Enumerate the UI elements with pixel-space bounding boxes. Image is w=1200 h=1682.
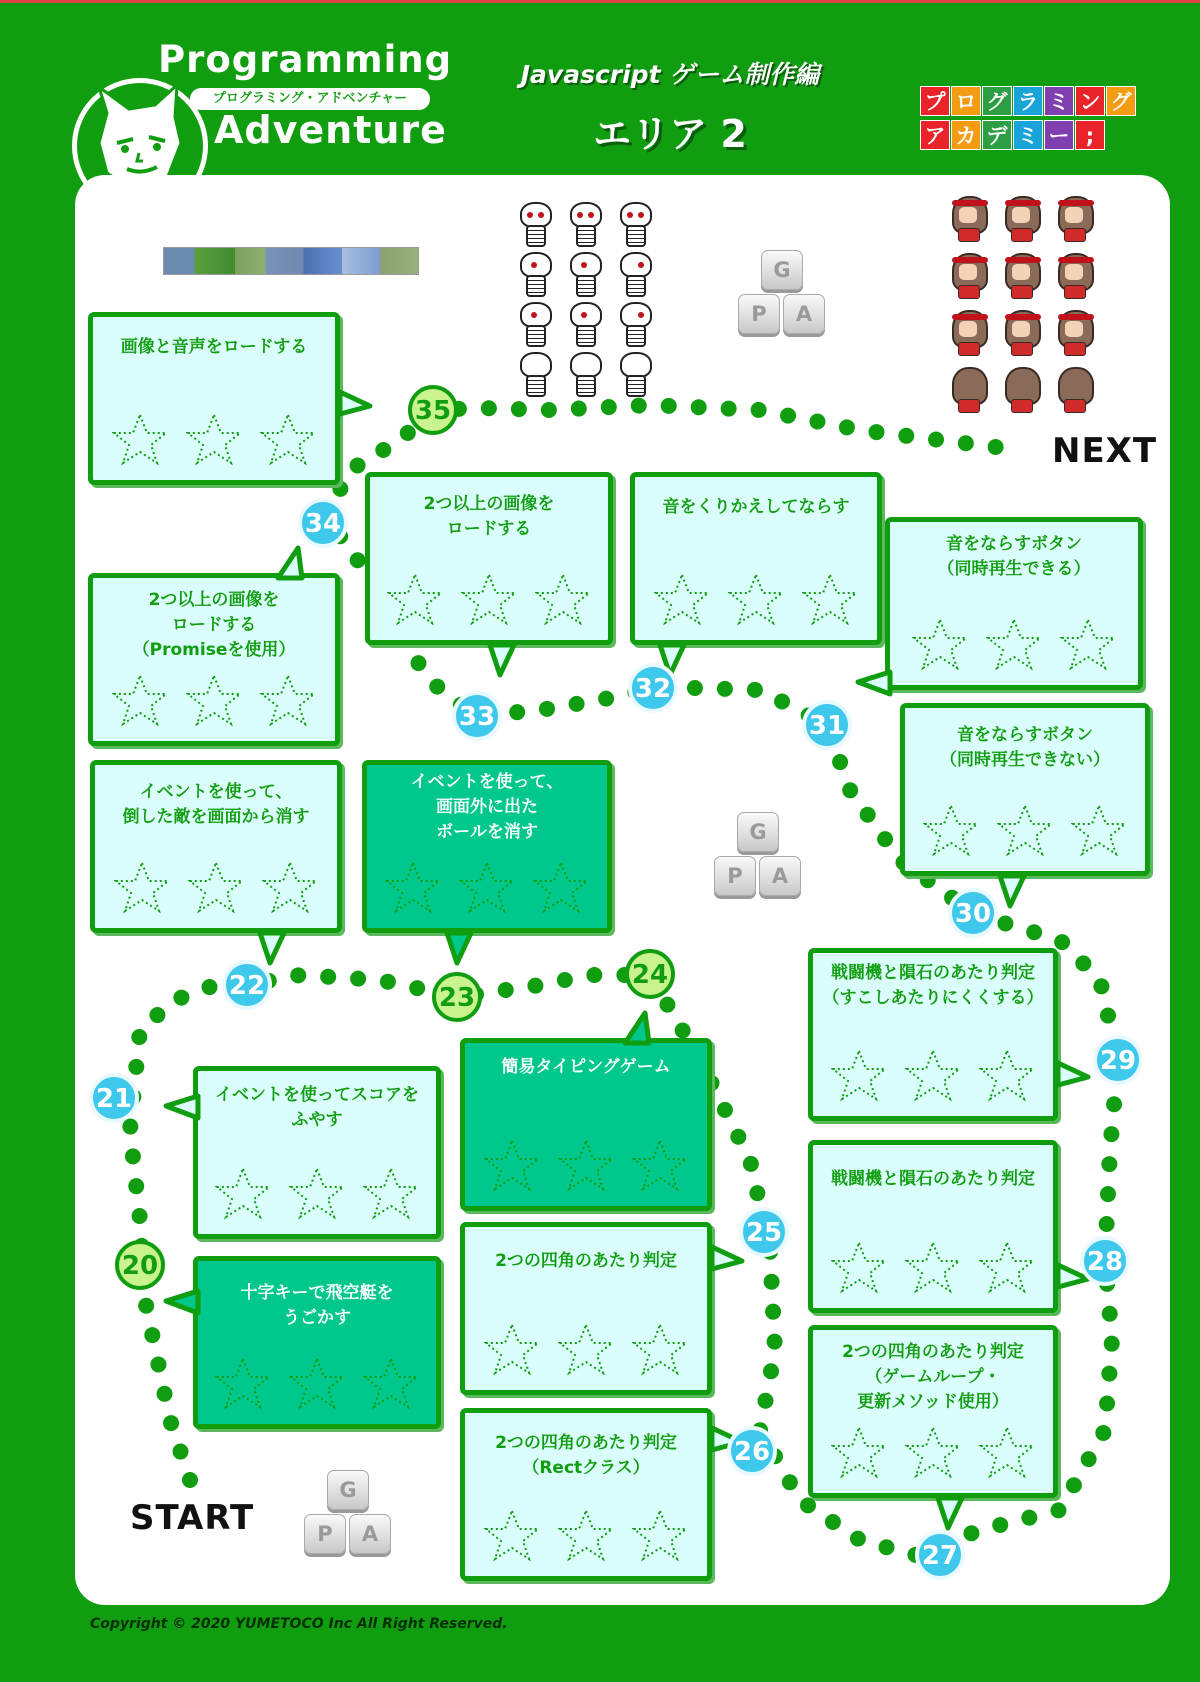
route-dot (380, 974, 396, 990)
route-dot (767, 1334, 783, 1350)
route-dot (877, 831, 893, 847)
route-dot (721, 401, 737, 417)
route-dot (411, 655, 427, 671)
rating-star-icon (260, 412, 316, 466)
skeleton-sprite (514, 250, 554, 296)
stage-star-rating (813, 1240, 1053, 1298)
route-dot (1101, 1156, 1117, 1172)
route-dot (601, 399, 617, 415)
stage-stop-23[interactable]: 23 (432, 972, 482, 1022)
stage-stop-20[interactable]: 20 (115, 1240, 165, 1290)
rating-star-icon (1071, 803, 1127, 857)
stage-stop-26[interactable]: 26 (727, 1426, 777, 1476)
rating-star-icon (387, 572, 443, 626)
stage-card-29[interactable] (808, 948, 1058, 1121)
stage-star-rating (465, 1508, 707, 1566)
route-dot (757, 1393, 773, 1409)
character-sprite (948, 251, 988, 297)
stage-title: 2つの四角のあたり判定 （Rectクラス） (495, 1433, 677, 1478)
rating-star-icon (215, 1166, 271, 1220)
route-dot (631, 398, 647, 414)
route-dot (429, 679, 445, 695)
stage-title: 音をならすボタン （同時再生できる） (937, 534, 1091, 579)
route-dot (498, 982, 514, 998)
stage-card-24[interactable] (460, 1038, 712, 1211)
stage-card-34[interactable] (88, 573, 340, 746)
copyright-text: Copyright © 2020 YUMETOCO Inc All Right Reserved. (90, 1616, 508, 1632)
rating-star-icon (461, 572, 517, 626)
stage-card-25[interactable] (460, 1222, 712, 1395)
stage-title: 音をならすボタン （同時再生できない） (940, 725, 1110, 770)
stage-star-rating (813, 1425, 1053, 1483)
academy-letter-tile: グ (1106, 86, 1136, 116)
stage-card-31[interactable] (885, 517, 1143, 690)
route-dot (1081, 1451, 1097, 1467)
route-dot (1100, 1008, 1116, 1024)
rating-star-icon (459, 860, 515, 914)
rating-star-icon (289, 1356, 345, 1410)
g-key-icon: G (737, 812, 779, 852)
stage-card-30[interactable] (900, 703, 1150, 876)
skeleton-sprite (564, 300, 604, 346)
stage-star-rating (635, 572, 877, 630)
route-dot (869, 424, 885, 440)
rating-star-icon (632, 1138, 688, 1192)
skeleton-sprite (614, 250, 654, 296)
stage-star-rating (370, 572, 608, 630)
route-dot (842, 782, 858, 798)
route-dot (1101, 1366, 1117, 1382)
rating-star-icon (802, 572, 858, 626)
rating-star-icon (188, 860, 244, 914)
route-dot (350, 457, 366, 473)
route-dot (173, 1444, 189, 1460)
p-key-icon: P (714, 856, 756, 896)
academy-letter-tile: ン (1075, 86, 1105, 116)
rating-star-icon (979, 1425, 1035, 1479)
route-dot (409, 980, 425, 996)
route-dot (1050, 1502, 1066, 1518)
stage-title: 2つの四角のあたり判定 (495, 1251, 677, 1271)
character-sprite (1054, 194, 1094, 240)
route-dot (539, 701, 555, 717)
route-dot (569, 696, 585, 712)
rating-star-icon (905, 1240, 961, 1294)
route-dot (774, 694, 790, 710)
skeleton-sprite (564, 250, 604, 296)
academy-letter-tile: ア (920, 120, 950, 150)
route-dot (782, 1474, 798, 1490)
route-dot (375, 442, 391, 458)
skeleton-sprite (514, 300, 554, 346)
route-dot (128, 1178, 144, 1194)
route-dot (350, 971, 366, 987)
route-dot (481, 400, 497, 416)
route-dot (1095, 1425, 1111, 1441)
stage-card-33[interactable] (365, 472, 613, 645)
character-sprite (948, 365, 988, 411)
route-dot (598, 691, 614, 707)
rating-star-icon (654, 572, 710, 626)
route-dot (541, 402, 557, 418)
stage-title: 2つの四角のあたり判定 （ゲームループ・ 更新メソッド使用） (842, 1342, 1024, 1412)
route-dot (763, 1363, 779, 1379)
rating-star-icon (484, 1322, 540, 1376)
stage-title: 音をくりかえしてならす (662, 497, 850, 517)
route-dot (860, 807, 876, 823)
route-dot (527, 978, 543, 994)
route-dot (586, 967, 602, 983)
route-dot (509, 704, 525, 720)
stage-stop-25[interactable]: 25 (739, 1207, 789, 1257)
rating-star-icon (533, 860, 589, 914)
route-dot (1066, 1477, 1082, 1493)
rating-star-icon (363, 1166, 419, 1220)
route-dot (659, 997, 675, 1013)
route-dot (182, 1472, 198, 1488)
route-dot (717, 681, 733, 697)
route-dot (1093, 978, 1109, 994)
stage-star-rating (95, 860, 337, 918)
route-dot (557, 972, 573, 988)
academy-letter-tile: カ (951, 120, 981, 150)
rating-star-icon (260, 673, 316, 727)
route-dot (958, 435, 974, 451)
rating-star-icon (558, 1322, 614, 1376)
stage-star-rating (198, 1166, 436, 1224)
route-dot (751, 402, 767, 418)
rating-star-icon (923, 803, 979, 857)
route-dot (780, 408, 796, 424)
route-dot (138, 1298, 154, 1314)
a-key-icon: A (783, 294, 825, 334)
stage-star-rating (93, 673, 335, 731)
route-dot (1054, 934, 1070, 950)
rating-star-icon (112, 673, 168, 727)
rating-star-icon (997, 803, 1053, 857)
route-dot (988, 439, 1004, 455)
route-dot (1103, 1126, 1119, 1142)
route-dot (764, 1274, 780, 1290)
stage-title: 画像と音声をロードする (120, 337, 308, 357)
stage-star-rating (813, 1048, 1053, 1106)
route-dot (149, 1007, 165, 1023)
route-dot (1075, 955, 1091, 971)
rating-star-icon (831, 1425, 887, 1479)
skeleton-sprite (514, 200, 554, 246)
skeleton-sprite (614, 350, 654, 396)
stage-stop-24[interactable]: 24 (625, 949, 675, 999)
stage-stop-30[interactable]: 30 (948, 888, 998, 938)
stage-card-28[interactable] (808, 1140, 1058, 1313)
rating-star-icon (186, 412, 242, 466)
academy-letter-tile: ラ (1013, 86, 1043, 116)
route-dot (747, 682, 763, 698)
rating-star-icon (632, 1508, 688, 1562)
route-dot (144, 1327, 160, 1343)
stage-title: 2つ以上の画像を ロードする （Promiseを使用） (132, 590, 296, 660)
start-label: START (130, 1498, 255, 1538)
route-dot (675, 1022, 691, 1038)
rating-star-icon (289, 1166, 345, 1220)
skeleton-sprite (614, 200, 654, 246)
route-dot (1021, 1510, 1037, 1526)
stage-card-26[interactable] (460, 1408, 712, 1581)
route-dot (691, 399, 707, 415)
rating-star-icon (215, 1356, 271, 1410)
academy-letter-tile: ; (1075, 120, 1105, 150)
map-tileset-image (163, 247, 419, 275)
stage-card-22[interactable] (90, 760, 342, 933)
stage-stop-21[interactable]: 21 (89, 1073, 139, 1123)
route-dot (825, 1514, 841, 1530)
route-dot (173, 990, 189, 1006)
rating-star-icon (905, 1425, 961, 1479)
area-title: エリア 2 (593, 112, 747, 156)
character-sprite (1001, 365, 1041, 411)
character-sprite (948, 194, 988, 240)
character-sprite (1001, 194, 1041, 240)
route-dot (1099, 1216, 1115, 1232)
route-dot (157, 1386, 173, 1402)
gpa-keys-icon (714, 812, 804, 902)
p-key-icon: P (304, 1514, 346, 1554)
stage-stop-35[interactable]: 35 (408, 385, 458, 435)
route-dot (400, 425, 416, 441)
rating-star-icon (186, 673, 242, 727)
stage-stop-29[interactable]: 29 (1093, 1035, 1143, 1085)
stage-card-23[interactable] (362, 760, 612, 933)
route-dot (511, 401, 527, 417)
route-dot (898, 428, 914, 444)
character-sprite (948, 308, 988, 354)
rating-star-icon (535, 572, 591, 626)
logo-title-programming: Programming (158, 38, 453, 81)
rating-star-icon (363, 1356, 419, 1410)
stage-title: 十字キーで飛空艇を うごかす (240, 1283, 394, 1328)
route-dot (202, 979, 218, 995)
stage-card-21[interactable] (193, 1066, 441, 1239)
rating-star-icon (632, 1322, 688, 1376)
rating-star-icon (912, 617, 968, 671)
stage-card-35[interactable] (88, 312, 340, 485)
route-dot (1104, 1336, 1120, 1352)
rating-star-icon (728, 572, 784, 626)
character-sprite (1054, 365, 1094, 411)
rating-star-icon (1060, 617, 1116, 671)
stage-title: 簡易タイピングゲーム (501, 1057, 671, 1077)
route-dot (131, 1029, 147, 1045)
stage-title: イベントを使ってスコアを ふやす (215, 1085, 419, 1130)
route-dot (850, 1531, 866, 1547)
gpa-keys-icon (304, 1470, 394, 1560)
route-dot (832, 754, 848, 770)
stage-star-rating (198, 1356, 436, 1414)
academy-letter-tile: プ (920, 86, 950, 116)
skeleton-sprite (614, 300, 654, 346)
route-dot (122, 1119, 138, 1135)
route-dot (132, 1208, 148, 1224)
stage-title: イベントを使って、 倒した敵を画面から消す (122, 782, 310, 827)
rating-star-icon (558, 1138, 614, 1192)
route-dot (809, 413, 825, 429)
g-key-icon: G (761, 250, 803, 290)
stage-star-rating (465, 1138, 707, 1196)
course-subtitle: Javascript ゲーム制作編 (520, 60, 820, 89)
route-dot (879, 1539, 895, 1555)
stage-star-rating (890, 617, 1138, 675)
rating-star-icon (986, 617, 1042, 671)
stage-stop-33[interactable]: 33 (452, 691, 502, 741)
rating-star-icon (114, 860, 170, 914)
stage-star-rating (905, 803, 1145, 861)
logo-subtitle-kana: プログラミング・アドベンチャー (190, 88, 430, 110)
character-sprite (1054, 251, 1094, 297)
stage-star-rating (465, 1322, 707, 1380)
academy-letter-tile: ミ (1013, 120, 1043, 150)
route-dot (730, 1129, 746, 1145)
gpa-keys-icon (738, 250, 828, 340)
route-dot (150, 1356, 166, 1372)
stage-title: 戦闘機と隕石のあたり判定 （すこしあたりにくくする） (822, 963, 1044, 1008)
route-dot (749, 1185, 765, 1201)
rating-star-icon (112, 412, 168, 466)
route-dot (765, 1304, 781, 1320)
rating-star-icon (262, 860, 318, 914)
route-dot (320, 969, 336, 985)
stage-card-20[interactable] (193, 1256, 441, 1429)
rating-star-icon (484, 1508, 540, 1562)
stage-title: 戦闘機と隕石のあたり判定 (831, 1169, 1035, 1189)
g-key-icon: G (327, 1470, 369, 1510)
stage-stop-28[interactable]: 28 (1080, 1236, 1130, 1286)
stage-stop-31[interactable]: 31 (802, 700, 852, 750)
rating-star-icon (558, 1508, 614, 1562)
academy-letter-tile: グ (982, 86, 1012, 116)
rating-star-icon (831, 1240, 887, 1294)
a-key-icon: A (349, 1514, 391, 1554)
rating-star-icon (979, 1240, 1035, 1294)
character-sprite (1054, 308, 1094, 354)
p-key-icon: P (738, 294, 780, 334)
route-dot (128, 1059, 144, 1075)
route-dot (571, 401, 587, 417)
route-dot (717, 1102, 733, 1118)
route-dot (163, 1415, 179, 1431)
rating-star-icon (905, 1048, 961, 1102)
route-dot (743, 1156, 759, 1172)
route-dot (1099, 1395, 1115, 1411)
stage-stop-22[interactable]: 22 (222, 960, 272, 1010)
stage-title: イベントを使って、 画面外に出た ボールを消す (410, 772, 564, 842)
skeleton-sprite (564, 200, 604, 246)
logo-title-adventure: Adventure (214, 108, 447, 152)
route-dot (992, 1517, 1008, 1533)
stage-card-27[interactable] (808, 1325, 1058, 1498)
character-sprite (1001, 251, 1041, 297)
route-dot (839, 419, 855, 435)
academy-letter-tile: ロ (951, 86, 981, 116)
route-dot (125, 1148, 141, 1164)
academy-letter-tile: ミ (1044, 86, 1074, 116)
skeleton-sprite (514, 350, 554, 396)
route-dot (928, 432, 944, 448)
route-dot (1026, 924, 1042, 940)
stage-star-rating (367, 860, 607, 918)
route-dot (1106, 1096, 1122, 1112)
skeleton-sprite (564, 350, 604, 396)
stage-star-rating (93, 412, 335, 470)
route-dot (661, 398, 677, 414)
stage-title: 2つ以上の画像を ロードする (423, 494, 555, 539)
rating-star-icon (979, 1048, 1035, 1102)
stage-stop-34[interactable]: 34 (298, 498, 348, 548)
route-dot (1100, 1186, 1116, 1202)
rating-star-icon (385, 860, 441, 914)
academy-letter-tile: ー (1044, 120, 1074, 150)
stage-card-32[interactable] (630, 472, 882, 645)
route-dot (800, 1497, 816, 1513)
next-label: NEXT (1052, 431, 1158, 471)
route-dot (350, 552, 366, 568)
academy-letter-tile: デ (982, 120, 1012, 150)
a-key-icon: A (759, 856, 801, 896)
character-sprite (1001, 308, 1041, 354)
rating-star-icon (831, 1048, 887, 1102)
rating-star-icon (484, 1138, 540, 1192)
stage-stop-27[interactable]: 27 (915, 1530, 965, 1580)
stage-stop-32[interactable]: 32 (628, 663, 678, 713)
